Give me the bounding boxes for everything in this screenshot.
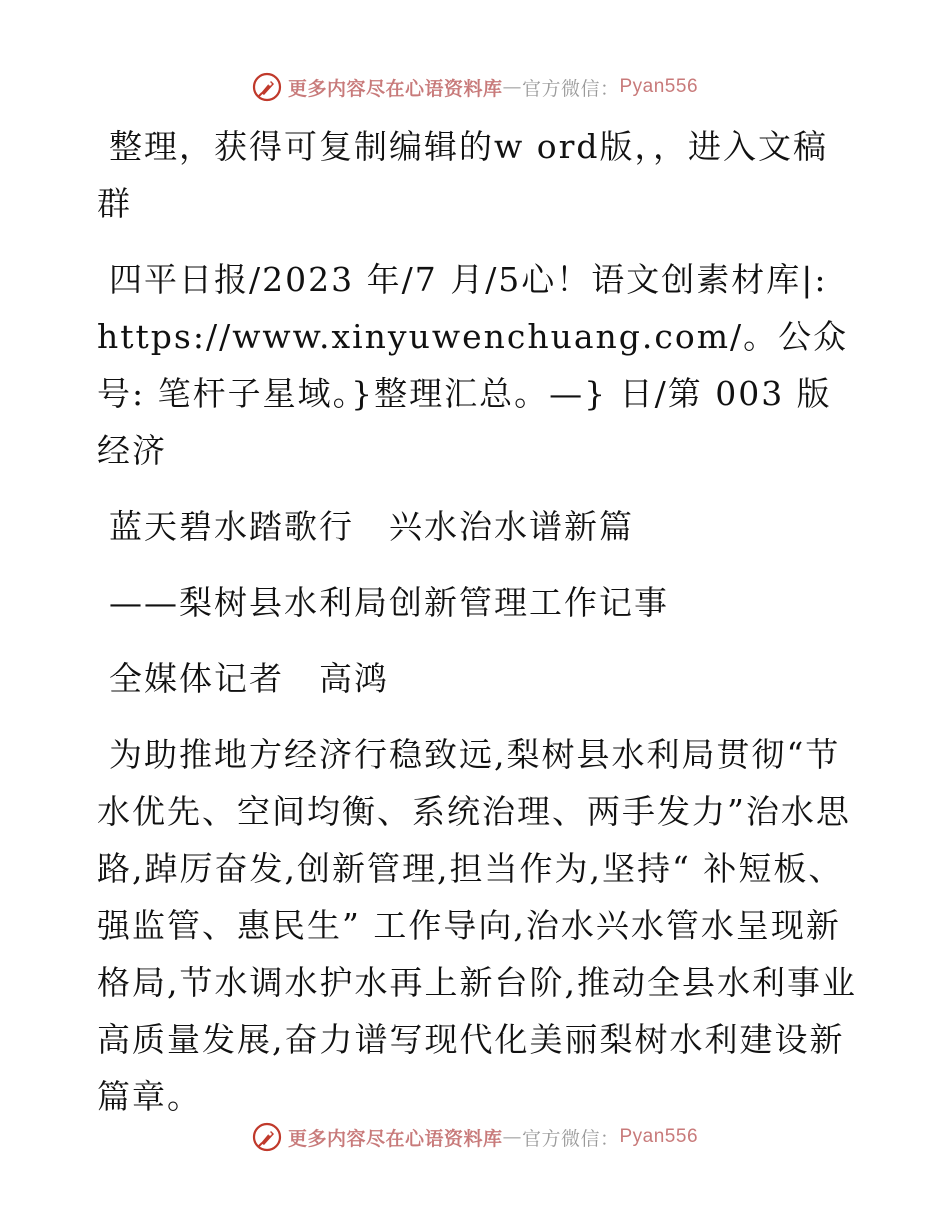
article-subheadline: ——梨树县水利局创新管理工作记事 bbox=[109, 583, 669, 622]
footer-watermark bbox=[0, 1122, 950, 1152]
watermark-separator: — bbox=[502, 76, 522, 98]
header-watermark bbox=[0, 72, 950, 102]
watermark-separator: — bbox=[502, 1126, 522, 1148]
watermark-wechat-id: Pyan556 bbox=[619, 1126, 699, 1147]
watermark-brand: 更多内容尽在心语资料库 bbox=[287, 1127, 503, 1150]
article-byline: 全媒体记者 高鸿 bbox=[109, 659, 389, 698]
intro-note: 整理，获得可复制编辑的w ord版，，进入文稿群 bbox=[97, 127, 829, 223]
document-body bbox=[97, 118, 857, 1144]
pen-nib-logo-icon bbox=[252, 1122, 282, 1152]
pen-nib-logo-icon bbox=[252, 72, 282, 102]
article-body-paragraph: 为助推地方经济行稳致远,梨树县水利局贯彻“节水优先、空间均衡、系统治理、两手发力”治水思路,踔厉奋发,创新管理,担当作为,坚持“ 补短板、强监管、惠民生” 工作导向,治水兴水管水呈现新格局,节水调水护水再上新台阶,推动全县水利事业高质量发展,奋力谱写现代化美丽梨树水利建设新篇章。 bbox=[97, 735, 857, 1116]
watermark-brand: 更多内容尽在心语资料库 bbox=[287, 77, 503, 100]
watermark-wechat-label: 官方微信： bbox=[521, 1127, 620, 1150]
watermark-wechat-label: 官方微信： bbox=[521, 77, 620, 100]
article-headline: 蓝天碧水踏歌行 兴水治水谱新篇 bbox=[109, 507, 634, 546]
watermark-wechat-id: Pyan556 bbox=[619, 76, 699, 97]
source-line: 四平日报/2023 年/7 月/5心！语文创素材库|: https://www.xinyuwenchuang.com/。公众号: 笔杆子星域。}整理汇总。—} 日/第 003 版经济 bbox=[97, 260, 849, 470]
